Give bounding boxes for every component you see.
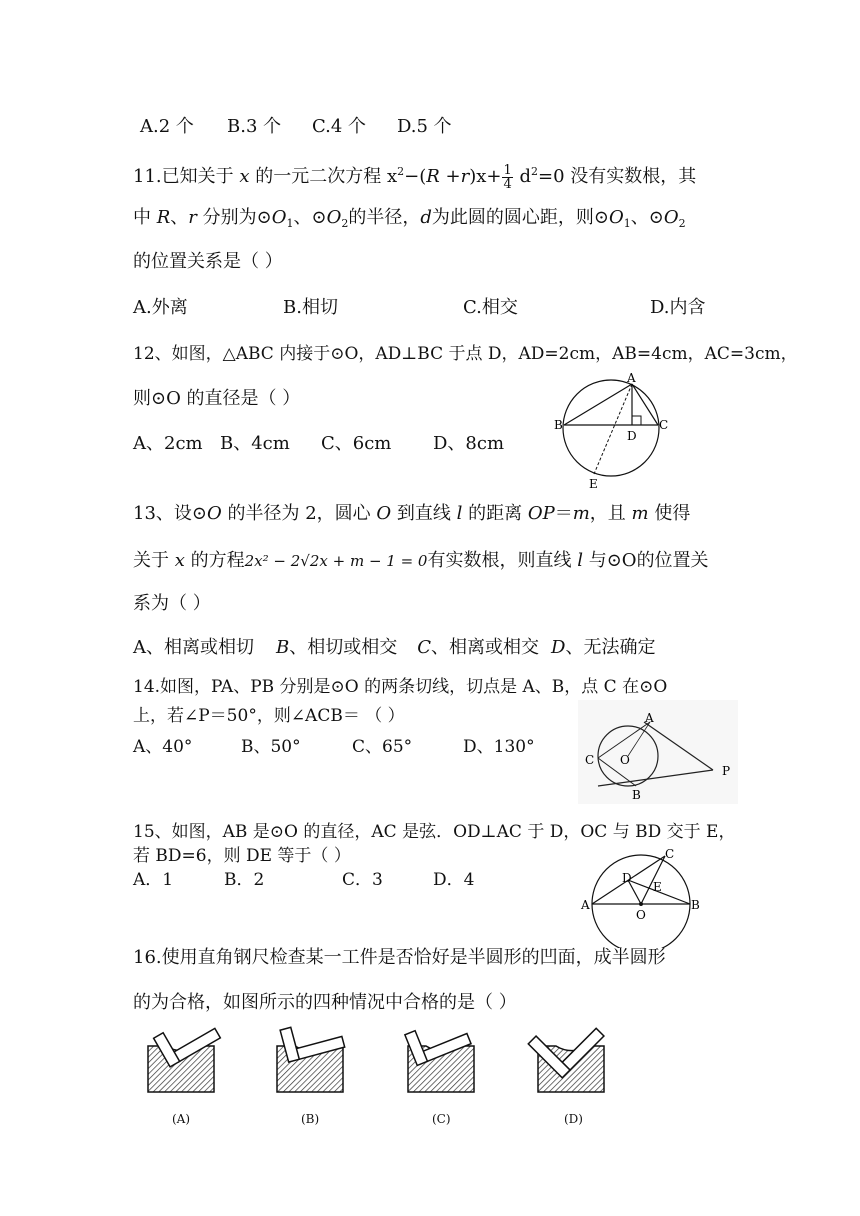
q14-option-b: B、50° xyxy=(241,737,301,757)
var-r: r xyxy=(188,207,197,228)
text: O xyxy=(621,550,637,571)
var-r: r xyxy=(460,166,470,187)
text: 11.已知关于 xyxy=(133,166,240,187)
var-O: O xyxy=(326,207,342,228)
q12-option-a: A、2cm xyxy=(133,433,203,454)
text: ，且 xyxy=(589,503,632,524)
text: 的半径为 2，圆心 xyxy=(221,503,377,524)
text: 的一元二次方程 x xyxy=(249,166,398,187)
text: =0 没有实数根，其 xyxy=(538,166,697,187)
text: 为此圆的圆心距，则⊙ xyxy=(431,207,609,228)
q14-option-d: D、130° xyxy=(463,737,535,757)
q15-option-a: A．1 xyxy=(133,870,174,890)
q13-option-a: A、相离或相切 xyxy=(133,637,254,658)
text: 、⊙ xyxy=(630,207,664,228)
label-e: E xyxy=(653,880,662,894)
label-d: D xyxy=(627,429,637,443)
label-c: C xyxy=(659,418,669,432)
numerator: 1 xyxy=(503,162,512,178)
q13-option-b-letter: B xyxy=(276,637,290,658)
label-p: P xyxy=(722,764,731,778)
text: 的半径， xyxy=(348,207,421,228)
var-R: R xyxy=(156,207,171,228)
label-c: C xyxy=(665,847,675,861)
subscript: 2 xyxy=(341,217,349,230)
workpiece-c xyxy=(405,1013,474,1092)
q15-option-b: B．2 xyxy=(224,870,265,890)
q11-option-d: D.内含 xyxy=(650,297,706,318)
denominator: 4 xyxy=(503,176,512,192)
q10-option-b: B.3 个 xyxy=(227,116,282,137)
text: 、⊙ xyxy=(293,207,327,228)
text: d xyxy=(513,166,532,187)
label-e: E xyxy=(589,477,598,491)
text: 、 xyxy=(170,207,189,228)
label-a: A xyxy=(645,711,654,725)
var-O: O xyxy=(376,503,392,524)
label-o: O xyxy=(636,908,646,922)
q11-option-c: C.相交 xyxy=(463,297,518,318)
subscript: 2 xyxy=(678,217,686,230)
caption-d: (D) xyxy=(564,1112,583,1126)
text: 与⊙ xyxy=(582,550,622,571)
text: 关于 xyxy=(133,550,175,571)
q13-line-3: 系为（ ） xyxy=(133,593,211,614)
var-l: l xyxy=(456,503,463,524)
var-m: m xyxy=(572,503,590,524)
q12-option-b: B、4cm xyxy=(220,433,290,454)
q13-option-b-text: 、相切或相交 xyxy=(289,637,398,658)
q11-option-b: B.相切 xyxy=(283,297,338,318)
caption-b: (B) xyxy=(301,1112,320,1126)
label-b: B xyxy=(632,788,641,802)
text: )x+ xyxy=(469,166,502,187)
q10-option-a: A.2 个 xyxy=(140,116,194,137)
text: 的方程 xyxy=(184,550,245,571)
var-R: R xyxy=(426,166,440,187)
workpiece-b xyxy=(277,1015,345,1092)
q14-option-c: C、65° xyxy=(352,737,413,757)
q16-line-1: 16.使用直角钢尺检查某一工件是否恰好是半圆形的凹面，成半圆形 xyxy=(133,947,666,968)
q15-line-1: 15、如图，AB 是⊙O 的直径，AC 是弦．OD⊥AC 于 D，OC 与 BD 交于 E， xyxy=(133,822,736,842)
superscript: 2 xyxy=(397,165,405,178)
text: 的位置关 xyxy=(636,550,709,571)
text: 分别为⊙ xyxy=(196,207,272,228)
q13-option-d-text: 、无法确定 xyxy=(565,637,656,658)
var-x: x xyxy=(239,166,250,187)
label-o: O xyxy=(620,753,630,767)
q13-option-d-letter: D xyxy=(551,637,566,658)
subscript: 1 xyxy=(286,217,294,230)
label-a: A xyxy=(581,898,590,912)
text: 到直线 xyxy=(391,503,457,524)
workpiece-d xyxy=(528,1002,604,1092)
var-O: O xyxy=(663,207,679,228)
label-d: D xyxy=(622,871,632,885)
workpiece-a xyxy=(148,1009,220,1092)
text: −( xyxy=(404,166,427,187)
q11-line-3: 的位置关系是（ ） xyxy=(133,251,283,272)
var-O: O xyxy=(207,503,222,524)
caption-c: (C) xyxy=(432,1112,451,1126)
label-c: C xyxy=(585,753,595,767)
q13-option-c-letter: C xyxy=(417,637,432,658)
q13-option-c-text: 、相离或相交 xyxy=(431,637,540,658)
text: 中 xyxy=(133,207,157,228)
equation: 2x² − 2√2x + m − 1 = 0 xyxy=(244,552,428,570)
q10-option-c: C.4 个 xyxy=(312,116,367,137)
q12-line-2: 则⊙O 的直径是（ ） xyxy=(133,388,301,409)
caption-a: (A) xyxy=(172,1112,191,1126)
var-O: O xyxy=(608,207,624,228)
q12-option-c: C、6cm xyxy=(321,433,392,454)
q10-option-d: D.5 个 xyxy=(397,116,452,137)
q12-line-1: 12、如图，△ABC 内接于⊙O，AD⊥BC 于点 D，AD=2cm，AB=4cm，AC=3cm， xyxy=(133,344,798,364)
label-a: A xyxy=(627,371,636,385)
q11-option-a: A.外离 xyxy=(133,297,188,318)
q14-option-a: A、40° xyxy=(133,737,193,757)
text: 有实数根，则直线 xyxy=(427,550,578,571)
q14-line-1: 14.如图，PA、PB 分别是⊙O 的两条切线，切点是 A、B，点 C 在⊙O xyxy=(133,677,668,697)
subscript: 1 xyxy=(623,217,631,230)
text: + xyxy=(439,166,461,187)
q14-line-2: 上，若∠P＝50°，则∠ACB＝ （ ） xyxy=(133,706,405,726)
q12-option-d: D、8cm xyxy=(433,433,505,454)
text: 的距离 xyxy=(462,503,528,524)
text: ＝ xyxy=(554,503,573,524)
superscript: 2 xyxy=(531,165,539,178)
var-l: l xyxy=(577,550,583,571)
text: 使得 xyxy=(648,503,691,524)
q15-option-c: C．3 xyxy=(342,870,383,890)
text: 13、设⊙ xyxy=(133,503,207,524)
var-O: O xyxy=(271,207,287,228)
q15-line-2: 若 BD=6，则 DE 等于（ ） xyxy=(133,846,351,866)
label-b: B xyxy=(691,898,700,912)
var-d: d xyxy=(420,207,432,228)
var-m: m xyxy=(631,503,649,524)
var-x: x xyxy=(174,550,185,571)
var-OP: OP xyxy=(527,503,555,524)
q16-line-2: 的为合格，如图所示的四种情况中合格的是（ ） xyxy=(133,992,517,1013)
q15-option-d: D．4 xyxy=(433,870,475,890)
label-b: B xyxy=(554,418,563,432)
